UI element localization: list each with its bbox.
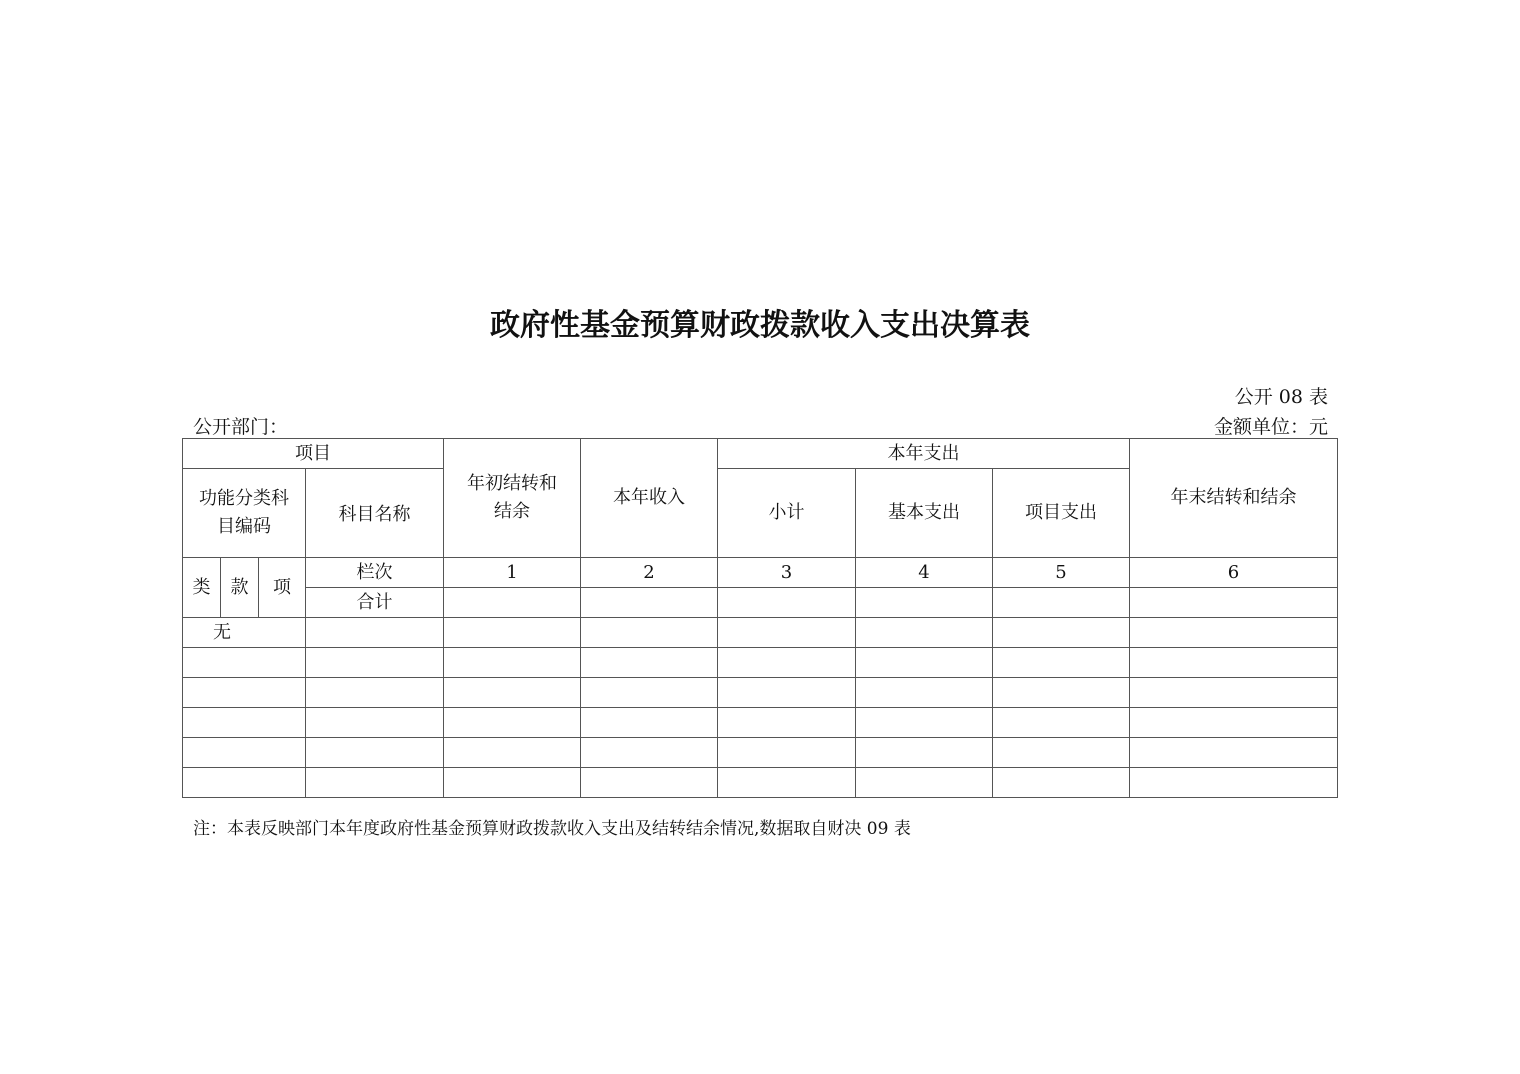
column-number: 4 [856, 558, 993, 588]
total-cell [856, 588, 993, 618]
row-value [581, 768, 718, 798]
header-opening-balance [444, 439, 581, 558]
row-value [718, 618, 856, 648]
header-opening-balance-text: 年初结转和结余 [467, 473, 557, 522]
row-name [306, 678, 444, 708]
header-func-code [183, 469, 306, 558]
row-value [581, 618, 718, 648]
table-row [183, 768, 1338, 798]
total-cell [718, 588, 856, 618]
row-code [183, 678, 306, 708]
row-value [856, 768, 993, 798]
row-value [993, 738, 1130, 768]
header-lei: 类 [183, 558, 221, 618]
total-row [183, 588, 1338, 618]
header-current-income: 本年收入 [581, 439, 718, 558]
row-code [183, 768, 306, 798]
row-value [581, 678, 718, 708]
row-value [718, 708, 856, 738]
row-value [444, 768, 581, 798]
table-row [183, 648, 1338, 678]
header-project-expense: 项目支出 [993, 469, 1130, 558]
header-subject-name: 科目名称 [306, 469, 444, 558]
row-name [306, 768, 444, 798]
row-value [993, 648, 1130, 678]
row-value [1130, 618, 1338, 648]
row-value [581, 708, 718, 738]
row-value [581, 738, 718, 768]
header-xiang: 项 [259, 558, 306, 618]
row-value [444, 618, 581, 648]
row-name [306, 618, 444, 648]
total-cell [993, 588, 1130, 618]
row-code [183, 708, 306, 738]
row-code: 无 [183, 618, 306, 648]
header-column-no: 栏次 [306, 558, 444, 588]
row-value [1130, 738, 1338, 768]
column-number: 5 [993, 558, 1130, 588]
row-value [444, 678, 581, 708]
header-kuan: 款 [221, 558, 259, 618]
row-name [306, 648, 444, 678]
row-value [856, 708, 993, 738]
header-func-code-text: 功能分类科目编码 [199, 488, 289, 537]
header-row-1 [183, 439, 1338, 469]
row-value [718, 738, 856, 768]
row-value [444, 738, 581, 768]
column-number: 3 [718, 558, 856, 588]
row-value [993, 768, 1130, 798]
row-value [993, 618, 1130, 648]
header-item: 项目 [183, 439, 444, 469]
row-value [856, 618, 993, 648]
row-value [718, 678, 856, 708]
row-value [856, 738, 993, 768]
header-subtotal: 小计 [718, 469, 856, 558]
row-value [718, 768, 856, 798]
row-name [306, 738, 444, 768]
row-value [444, 708, 581, 738]
table-row [183, 618, 1338, 648]
department-label: 公开部门： [193, 416, 289, 438]
row-value [444, 648, 581, 678]
row-code [183, 738, 306, 768]
column-number: 2 [581, 558, 718, 588]
column-number: 6 [1130, 558, 1338, 588]
row-value [1130, 648, 1338, 678]
header-basic-expense: 基本支出 [856, 469, 993, 558]
row-value [856, 678, 993, 708]
form-code: 公开 08 表 [1234, 386, 1328, 408]
table-note: 注：本表反映部门本年度政府性基金预算财政拨款收入支出及结转结余情况,数据取自财决 09 表 [193, 819, 911, 839]
column-number-row [183, 558, 1338, 588]
total-cell [444, 588, 581, 618]
header-closing-balance: 年末结转和结余 [1130, 439, 1338, 558]
row-value [993, 678, 1130, 708]
row-value [856, 648, 993, 678]
row-value [993, 708, 1130, 738]
table-row [183, 738, 1338, 768]
header-total: 合计 [306, 588, 444, 618]
budget-table [182, 438, 1338, 798]
row-value [1130, 768, 1338, 798]
row-name [306, 708, 444, 738]
table-row [183, 708, 1338, 738]
unit-label: 金额单位：元 [1213, 416, 1328, 438]
row-value [1130, 678, 1338, 708]
header-current-expense: 本年支出 [718, 439, 1130, 469]
total-cell [581, 588, 718, 618]
page-title: 政府性基金预算财政拨款收入支出决算表 [490, 308, 1030, 343]
column-number: 1 [444, 558, 581, 588]
row-value [718, 648, 856, 678]
table-row [183, 678, 1338, 708]
row-value [1130, 708, 1338, 738]
row-code [183, 648, 306, 678]
total-cell [1130, 588, 1338, 618]
row-value [581, 648, 718, 678]
